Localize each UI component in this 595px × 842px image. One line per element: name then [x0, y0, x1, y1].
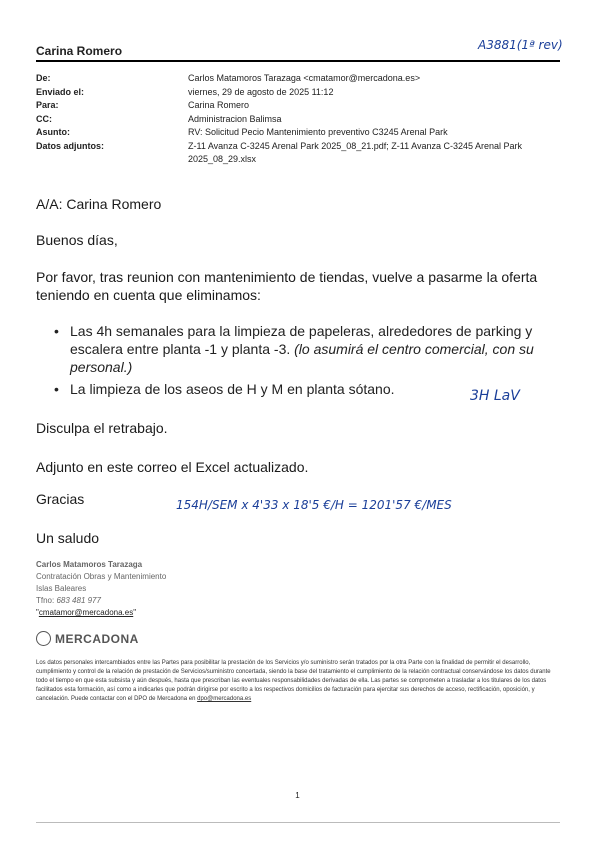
list-item-note: (lo asumirá el centro comercial, con su personal.): [70, 341, 534, 375]
greeting: Buenos días,: [36, 232, 118, 248]
list-item: • La limpieza de los aseos de H y M en planta sótano.: [52, 380, 552, 398]
paragraph-request: Por favor, tras reunion con mantenimiento de tiendas, vuelve a pasarme la oferta teniendo en cuenta que eliminamos:: [36, 269, 538, 303]
header-value: Z-11 Avanza C-3245 Arenal Park 2025_08_21.pdf; Z-11 Avanza C-3245 Arenal Park 2025_08_29.xlsx: [188, 140, 523, 164]
signature-role: Contratación Obras y Mantenimiento: [36, 572, 167, 581]
list-item: • Las 4h semanales para la limpieza de papeleras, alrededores de parking y escalera entre planta -1 y planta -3. (lo asumirá el centro comercial, con su personal.): [52, 322, 552, 376]
header-value: Carina Romero: [188, 100, 250, 110]
legal-disclaimer: Los datos personales intercambiados entre las Partes para posibilitar la prestación de los Servicios y/o suministro serán tratados por la otra Parte con la finalidad de permitir el desarrollo, cumplimiento y control de la relación de prestación de Servicios/suministro concertada, siendo la base del tratamiento el cumplimiento de la relación contractual conservándose los datos durante todo el tiempo en que esta subsista y aún después, hasta que prescriban las eventuales responsabilidades derivadas de ella. Las partes se comprometen a trasladar a los titulares de los datos facilitados esta formación, así como a indicarles que podrán dirigirse por escrito a los respectivos domicilios de facturación para ejercitar sus derechos de acceso, rectificación, oposición, y cancelación. Puede contactar con el DPO de Mercadona en dpo@mercadona.es: [36, 660, 551, 702]
page-number: 1: [295, 791, 300, 800]
email-header: [36, 72, 560, 167]
header-value: Carlos Matamoros Tarazaga <cmatamor@mercadona.es>: [188, 73, 421, 83]
header-label: CC:: [36, 113, 52, 124]
header-rule: [36, 60, 560, 62]
handwritten-note-hours: 3H LaV: [470, 388, 520, 404]
phone-label: Tfno:: [36, 596, 55, 605]
signature-email-link[interactable]: cmatamor@mercadona.es: [38, 608, 134, 617]
signature-name: Carlos Matamoros Tarazaga: [36, 560, 143, 569]
header-label: De:: [36, 73, 51, 83]
phone-number: 683 481 977: [56, 596, 101, 605]
header-value: viernes, 29 de agosto de 2025 11:12: [188, 86, 334, 97]
handwritten-reference: A3881(1ª rev): [478, 38, 563, 52]
signature-block: Carlos Matamoros Tarazaga Contratación Obras y Mantenimiento Islas Baleares Tfno: 683 481 977 "cmatamor@mercadona.es": [36, 560, 167, 617]
attention-line: A/A: Carina Romero: [36, 196, 162, 212]
header-label: Para:: [36, 100, 59, 110]
company-logo: MERCADONA: [36, 631, 139, 646]
header-label: Datos adjuntos:: [36, 140, 105, 151]
header-label: Asunto:: [36, 127, 70, 137]
handwritten-calculation: 154H/SEM x 4'33 x 18'5 €/H = 1201'57 €/MES: [176, 498, 452, 512]
thanks-line: Gracias: [36, 491, 85, 507]
attachment-line: Adjunto en este correo el Excel actualizado.: [36, 459, 309, 475]
header-label: Enviado el:: [36, 86, 85, 97]
closing-line: Un saludo: [36, 530, 100, 546]
sender-name: Carina Romero: [36, 44, 123, 58]
signature-region: Islas Baleares: [36, 584, 87, 593]
dpo-email-link[interactable]: dpo@mercadona.es: [197, 696, 252, 702]
page-bottom-rule: [36, 822, 560, 823]
apology-line: Disculpa el retrabajo.: [36, 420, 168, 436]
logo-icon: [36, 631, 51, 646]
header-value: RV: Solicitud Pecio Mantenimiento preventivo C3245 Arenal Park: [188, 127, 448, 137]
header-value: Administracion Balimsa: [188, 113, 282, 124]
